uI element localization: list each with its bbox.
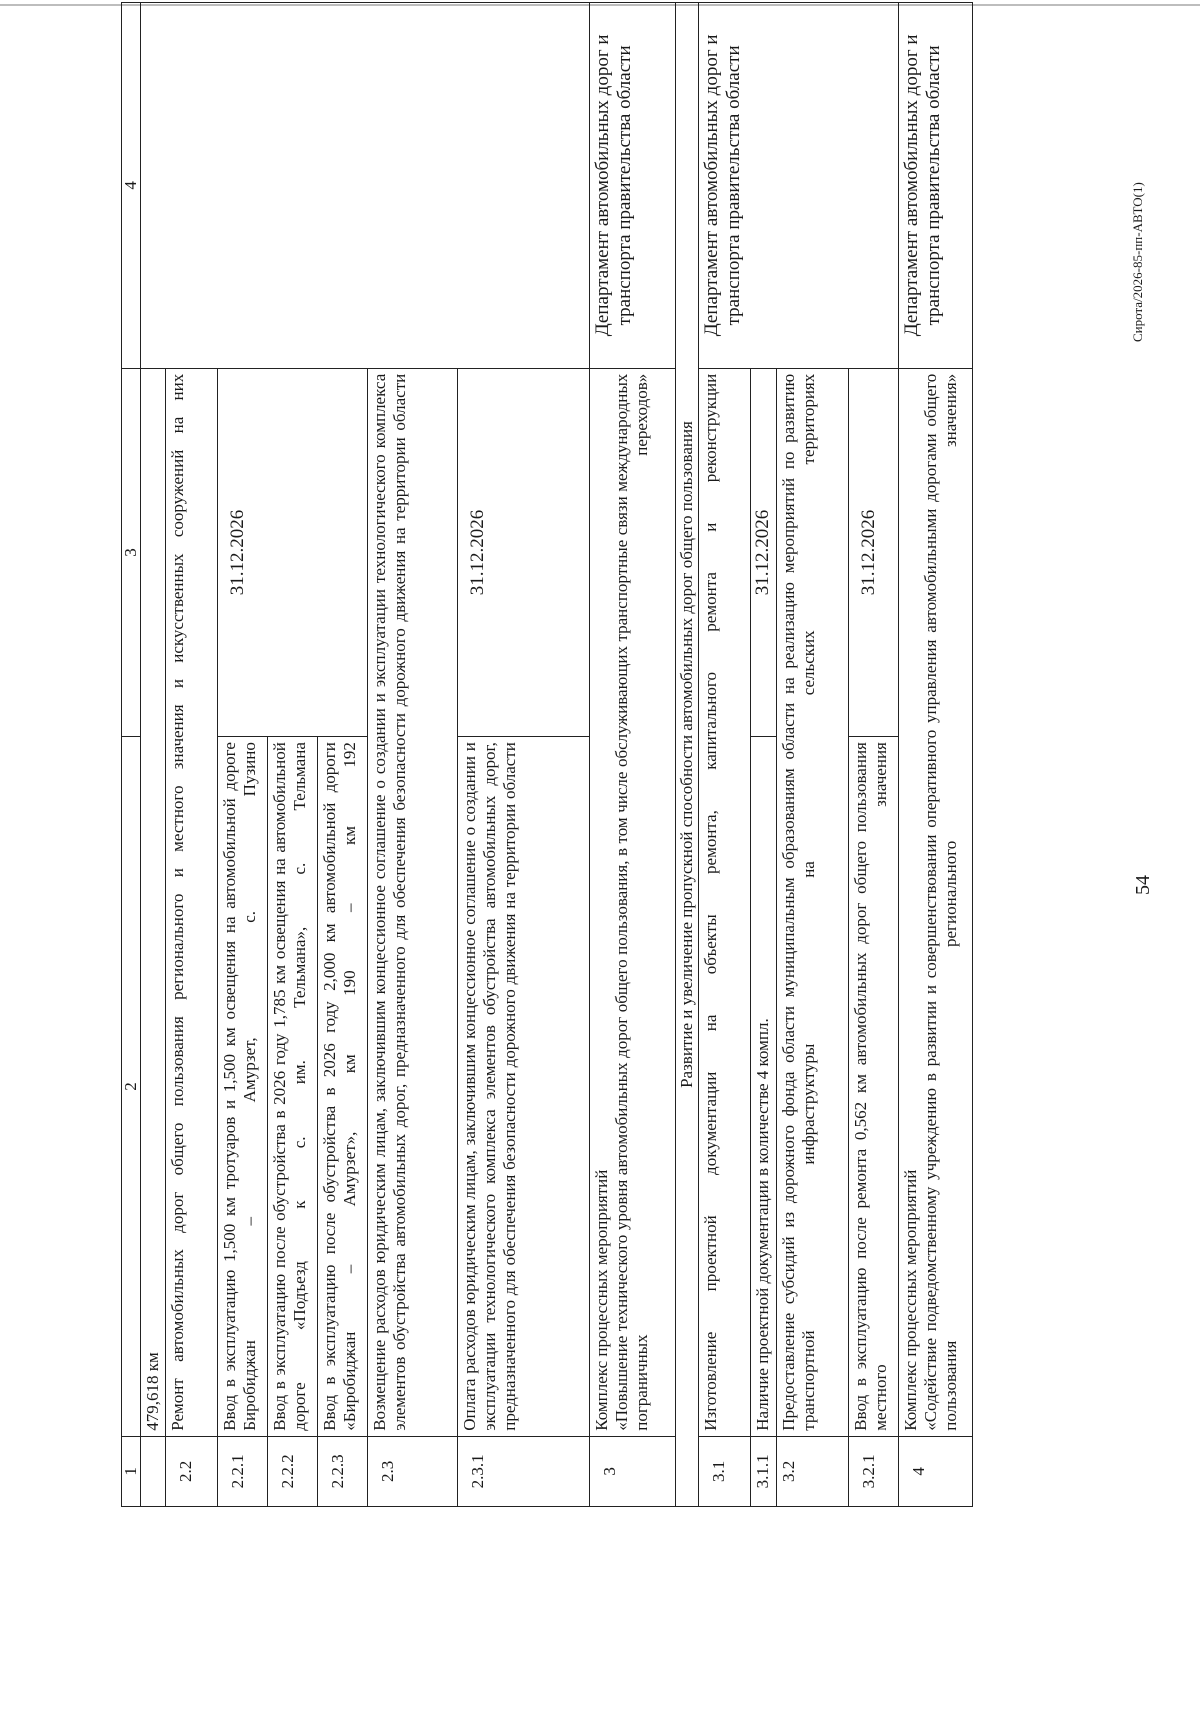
row-text: Ввод в эксплуатацию после ремонта 0,562 км автомобильных дорог общего пользования местного значения — [849, 737, 899, 1437]
row-text: Комплекс процессных мероприятий «Содействие подведомственному учреждению в развитии и совершенствовании оперативного управления автомобильными дорогами общего пользования регионального значения» — [899, 368, 973, 1436]
row-org: Департамент автомобильных дорог и транспорта правительства области — [899, 3, 973, 369]
row-number: 2.2 — [166, 1436, 218, 1506]
table-row — [699, 3, 751, 1507]
row-date: 31.12.2026 — [849, 368, 899, 736]
row-number: 2.3 — [368, 1436, 458, 1506]
row-date: 31.12.2026 — [458, 368, 590, 736]
row-number: 2.2.3 — [318, 1436, 368, 1506]
header-col-3: 3 — [122, 368, 141, 736]
total-km: 479,618 км — [141, 368, 166, 1436]
row-number: 3.1.1 — [751, 1436, 777, 1506]
row-date: 31.12.2026 — [218, 368, 368, 736]
plan-table — [121, 2, 973, 1507]
table-row — [590, 3, 676, 1507]
row-number: 2.2.2 — [268, 1436, 318, 1506]
footer-code: Сирота/2026-85-пп-АВТО(1) — [1130, 182, 1145, 342]
page-number: 54 — [1132, 875, 1154, 895]
section-row — [676, 3, 699, 1507]
row-org: Департамент автомобильных дорог и транспорта правительства области — [590, 3, 676, 369]
row-number: 3.2.1 — [849, 1436, 899, 1506]
row-text: Ремонт автомобильных дорог общего пользования регионального и местного значения и искусственных сооружений на них — [166, 368, 218, 1436]
section-title: Развитие и увеличение пропускной способности автомобильных дорог общего пользования — [676, 3, 699, 1507]
row-text: Изготовление проектной документации на объекты ремонта, капитального ремонта и реконструкции — [699, 368, 751, 1436]
row-number: 3 — [590, 1436, 676, 1506]
row-text: Ввод в эксплуатацию после обустройства в 2026 году 1,785 км освещения на автомобильной дороге «Подъезд к с. им. Тельмана», с. Тельмана — [268, 737, 318, 1437]
row-text: Оплата расходов юридическим лицам, заключившим концессионное соглашение о создании и эксплуатации технологического комплекса элементов обустройства автомобильных дорог, предназначенного для обеспечения безопасности дорожного движения на территории области — [458, 737, 590, 1437]
row-text: Комплекс процессных мероприятий «Повышение технического уровня автомобильных дорог общего пользования, в том числе обслуживающих транспортные связи международных пограничных переходов» — [590, 368, 676, 1436]
row-org: Департамент автомобильных дорог и транспорта правительства области — [699, 3, 899, 369]
row-text: Предоставление субсидий из дорожного фонда области муниципальным образованиям области на реализацию мероприятий по развитию транспортной инфраструктуры на сельских территориях — [777, 368, 849, 1436]
table-row — [899, 3, 973, 1507]
row-text: Ввод в эксплуатацию после обустройства в 2026 году 2,000 км автомобильной дороги «Биробиджан – Амурзет», км 190 – км 192 — [318, 737, 368, 1437]
total-row — [141, 3, 166, 1507]
row-number: 3.2 — [777, 1436, 849, 1506]
row-date: 31.12.2026 — [751, 368, 777, 736]
row-number: 2.3.1 — [458, 1436, 590, 1506]
header-col-2: 2 — [122, 737, 141, 1437]
header-row — [122, 3, 141, 1507]
row-text: Ввод в эксплуатацию 1,500 км тротуаров и 1,500 км освещения на автомобильной дороге Биробиджан – Амурзет, с. Пузино — [218, 737, 268, 1437]
row-text: Возмещение расходов юридическим лицам, заключившим концессионное соглашение о создании и эксплуатации технологического комплекса элементов обустройства автомобильных дорог, предназначенного для обеспечения безопасности дорожного движения на территории области — [368, 368, 458, 1436]
header-col-1: 1 — [122, 1436, 141, 1506]
header-col-4: 4 — [122, 3, 141, 369]
org-cell-empty — [141, 3, 590, 369]
row-number: 3.1 — [699, 1436, 751, 1506]
row-number: 4 — [899, 1436, 973, 1506]
row-number: 2.2.1 — [218, 1436, 268, 1506]
row-text: Наличие проектной документации в количестве 4 компл. — [751, 737, 777, 1437]
